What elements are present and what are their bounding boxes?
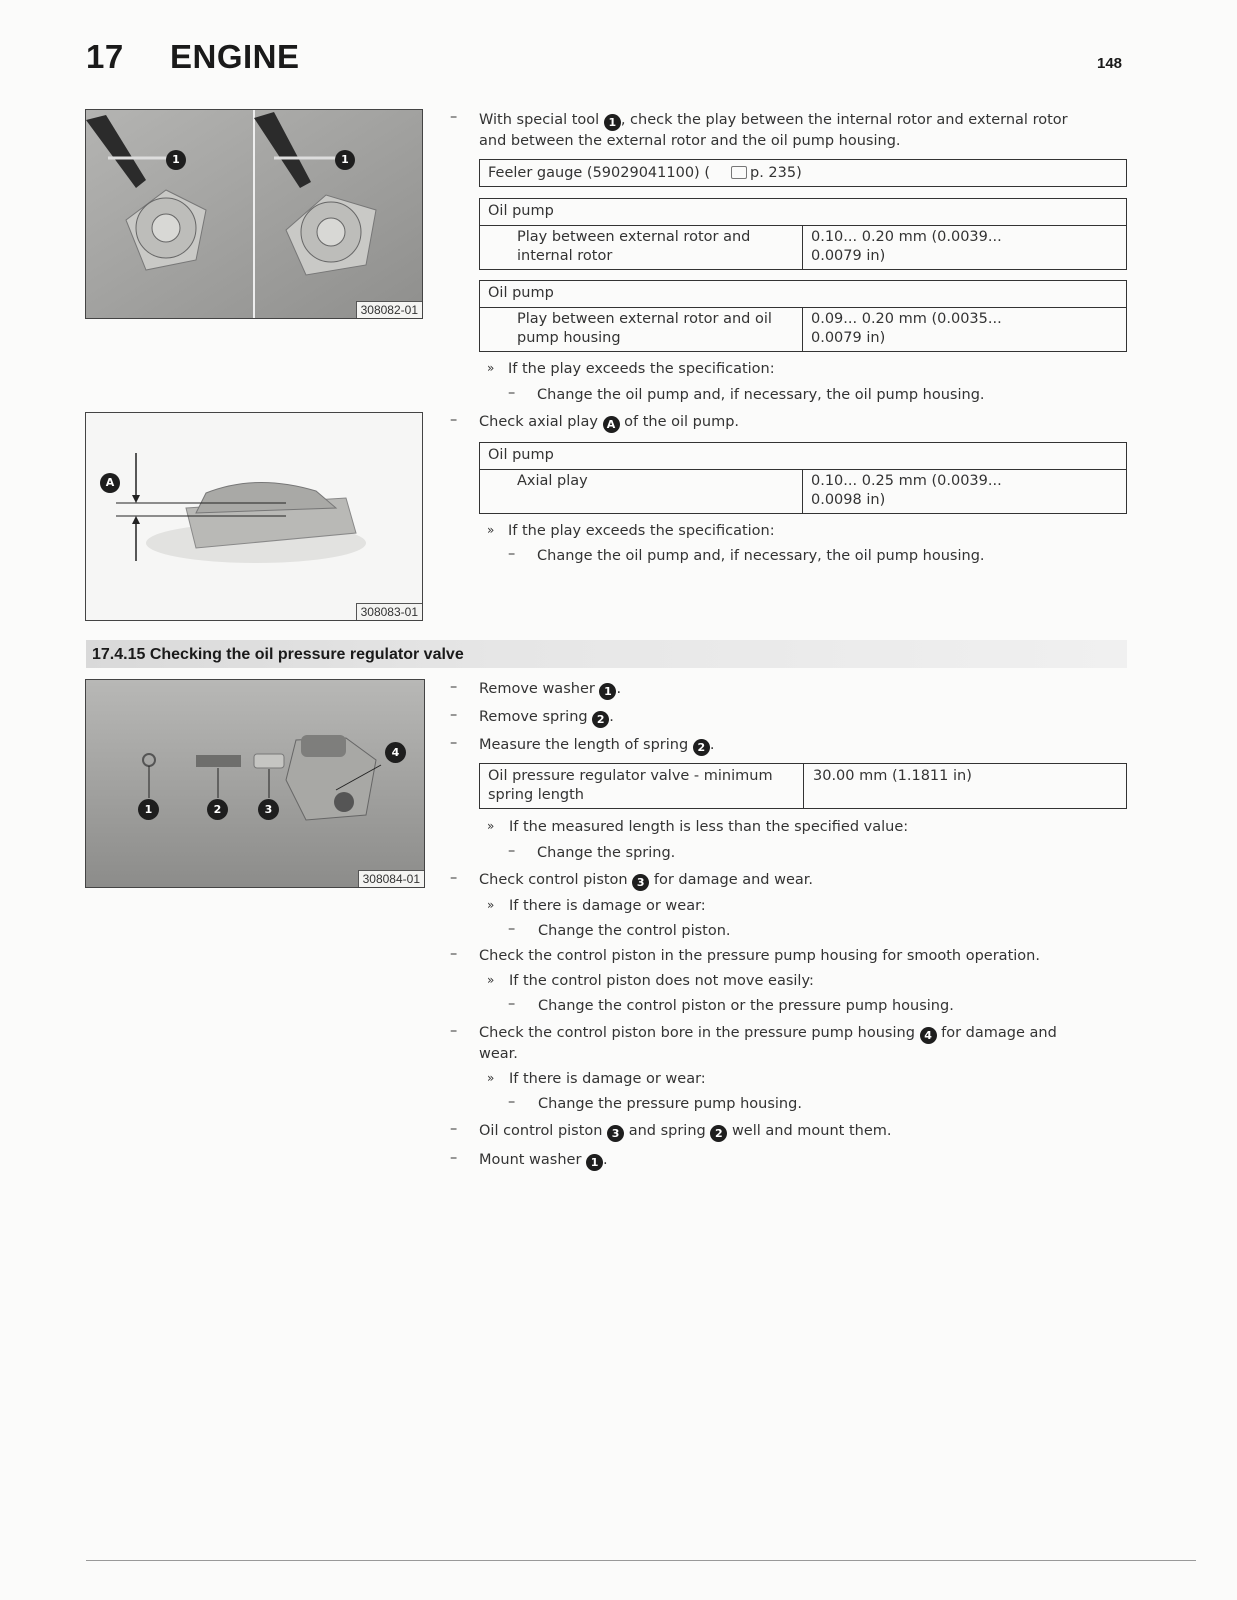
callout-a-badge: A [603,416,620,433]
callout-4-badge: 4 [385,742,406,763]
spec-table-axial-play: Oil pump Axial play 0.10... 0.25 mm (0.0039... 0.0098 in) [479,442,1127,514]
manual-reference-icon [731,166,747,179]
chapter-title: ENGINE [170,38,300,75]
spec-table-rotor-play: Oil pump Play between external rotor and internal rotor 0.10... 0.20 mm (0.0039... 0.0079 in) [479,198,1127,270]
action-text: Change the spring. [537,845,676,861]
step-remove-spring: Remove spring 2 . [479,709,614,726]
step-check-axial-play: Check axial play A of the oil pump. [479,414,740,431]
figure-id: 308083-01 [356,603,422,620]
action-text: Change the oil pump and, if necessary, the oil pump housing. [537,548,985,564]
callout-2-badge: 2 [693,739,710,756]
tool-box: Feeler gauge (59029041100) ( p. 235) [479,159,1127,187]
step-bullet: – [450,412,458,428]
section-title: 17.4.15 Checking the oil pressure regulator valve [92,646,464,663]
action-text: Change the control piston or the pressure pump housing. [538,998,954,1014]
figure-oil-pump-axial-play [85,412,423,621]
callout-1-badge: 1 [586,1154,603,1171]
callout-3-badge: 3 [632,874,649,891]
action-text: Change the pressure pump housing. [538,1096,802,1112]
step-check-piston-bore: Check the control piston bore in the pressure pump housing 4 for damage and wear. [479,1025,1057,1062]
step-check-smooth-operation: Check the control piston in the pressure pump housing for smooth operation. [479,948,1040,964]
chapter-number: 17 [86,38,124,75]
condition-text: If there is damage or wear: [509,1071,706,1087]
step-check-control-piston: Check control piston 3 for damage and wear. [479,872,814,889]
figure-id: 308084-01 [358,870,424,887]
condition-text: If the control piston does not move easily: [509,973,814,989]
condition-text: If there is damage or wear: [509,898,706,914]
condition-bullet: » [487,973,495,987]
condition-bullet: » [487,361,495,375]
action-text: Change the control piston. [538,923,731,939]
condition-text: If the play exceeds the specification: [508,523,775,539]
callout-3-badge: 3 [258,799,279,820]
action-bullet: – [508,546,516,562]
action-bullet: – [508,921,516,937]
action-bullet: – [508,996,516,1012]
step-bullet: – [450,735,458,751]
step-bullet: – [450,109,458,125]
step-bullet: – [450,1023,458,1039]
condition-text: If the measured length is less than the specified value: [509,819,909,835]
action-bullet: – [508,1094,516,1110]
spec-table-spring-length: Oil pressure regulator valve - minimum spring length 30.00 mm (1.1811 in) [479,763,1127,809]
step-check-rotor-play: With special tool 1 , check the play between the internal rotor and external rotor and between the external rotor and the oil pump housing. [479,112,1068,149]
figure-id: 308082-01 [356,301,422,318]
step-bullet: – [450,1121,458,1137]
callout-3-badge: 3 [607,1125,624,1142]
step-bullet: – [450,707,458,723]
condition-bullet: » [487,523,495,537]
condition-bullet: » [487,898,495,912]
condition-bullet: » [487,819,495,833]
callout-1-badge: 1 [138,799,159,820]
callout-1-badge: 1 [604,114,621,131]
step-oil-and-mount: Oil control piston 3 and spring 2 well and mount them. [479,1123,892,1140]
callout-2-badge: 2 [710,1125,727,1142]
condition-bullet: » [487,1071,495,1085]
step-bullet: – [450,946,458,962]
callout-a-badge: A [100,473,120,493]
callout-1-badge-right: 1 [335,150,355,170]
page-number: 148 [1097,55,1123,72]
footer-rule [86,1560,1196,1561]
action-text: Change the oil pump and, if necessary, the oil pump housing. [537,387,985,403]
step-mount-washer: Mount washer 1 . [479,1152,608,1169]
condition-text: If the play exceeds the specification: [508,361,775,377]
callout-2-badge: 2 [207,799,228,820]
step-remove-washer: Remove washer 1 . [479,681,622,698]
step-measure-spring: Measure the length of spring 2 . [479,737,715,754]
figure-oil-pump-feeler-gauge [85,109,423,319]
callout-2-badge: 2 [592,711,609,728]
callout-4-badge: 4 [920,1027,937,1044]
callout-1-badge: 1 [599,683,616,700]
action-bullet: – [508,843,516,859]
callout-1-badge: 1 [166,150,186,170]
spec-table-housing-play: Oil pump Play between external rotor and oil pump housing 0.09... 0.20 mm (0.0035... 0.0079 in) [479,280,1127,352]
figure-regulator-valve-parts [85,679,425,888]
action-bullet: – [508,385,516,401]
step-bullet: – [450,1150,458,1166]
step-bullet: – [450,679,458,695]
step-bullet: – [450,870,458,886]
